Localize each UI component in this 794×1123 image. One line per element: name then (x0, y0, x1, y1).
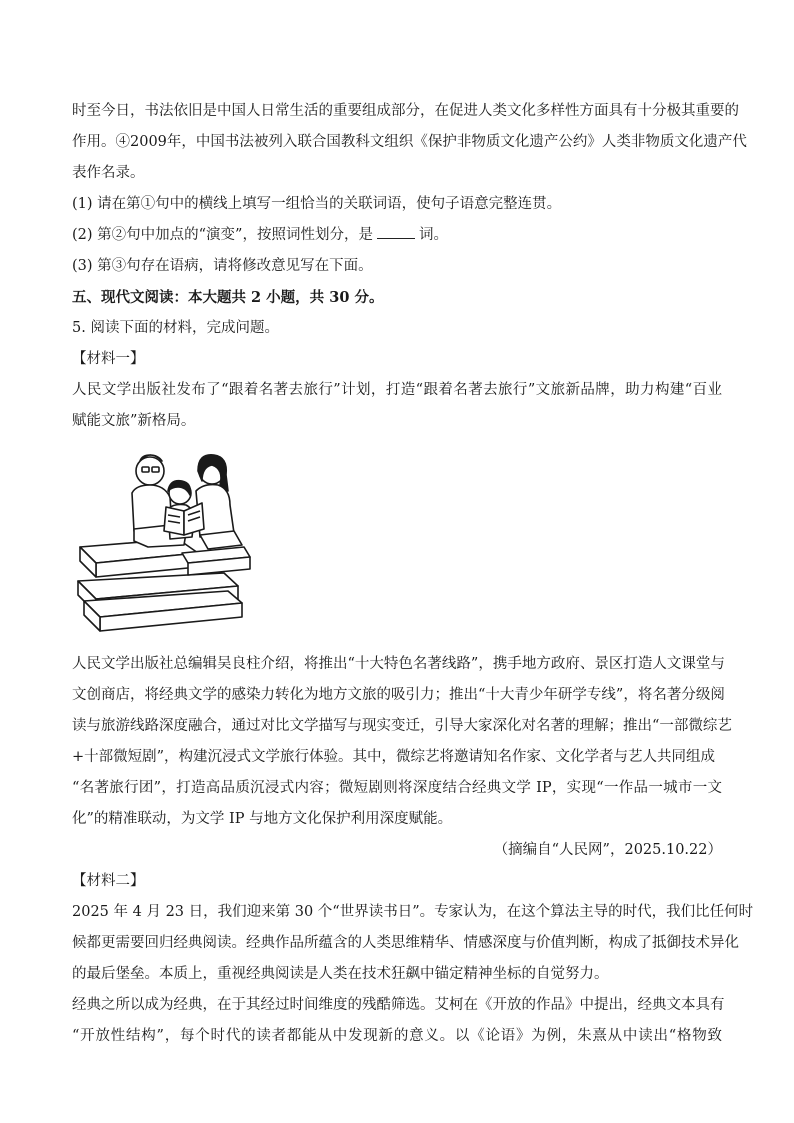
m2-para1-line-3: 的最后堡垒。本质上，重视经典阅读是人类在技术狂飙中锚定精神坐标的自觉努力。 (72, 966, 609, 982)
para1-line-3: 表作名录。 (72, 165, 145, 181)
m1-para2-line-5: “名著旅行团”，打造高品质沉浸式内容；微短剧则将深度结合经典文学 IP，实现“一作品一城市一文 (72, 780, 722, 796)
question-2-text: (2) 第②句中加点的“演变”，按照词性划分，是 (72, 227, 373, 243)
question-2 (72, 220, 722, 251)
document-page (72, 96, 754, 1052)
m1-para2-line-4: +十部微短剧”，构建沉浸式文学旅行体验。其中，微综艺将邀请知名作家、文化学者与艺人共同组成 (72, 749, 716, 765)
m1-para2-line-6: 化”的精准联动，为文学 IP 与地方文化保护利用深度赋能。 (72, 811, 453, 827)
question-1: (1) 请在第①句中的横线上填写一组恰当的关联词语，使句子语意完整连贯。 (72, 196, 562, 212)
family-reading-on-books-illustration (74, 441, 252, 639)
m1-para1-line-1: 人民文学出版社发布了“跟着名著去旅行”计划，打造“跟着名著去旅行”文旅新品牌，助力构建“百业 (72, 382, 722, 398)
para1-line-2: 作用。④2009年，中国书法被列入联合国教科文组织《保护非物质文化遗产公约》人类非物质文化遗产代 (72, 134, 747, 150)
m2-para1-line-1: 2025 年 4 月 23 日，我们迎来第 30 个“世界读书日”。专家认为，在这个算法主导的时代，我们比任何时 (72, 904, 754, 920)
para1-line-1: 时至今日，书法依旧是中国人日常生活的重要组成部分，在促进人类文化多样性方面具有十分极其重要的 (72, 103, 739, 119)
m1-para2-line-2: 文创商店，将经典文学的感染力转化为地方文旅的吸引力；推出“十大青少年研学专线”，将名著分级阅 (72, 687, 725, 703)
m2-para2-line-1: 经典之所以成为经典，在于其经过时间维度的残酷筛选。艾柯在《开放的作品》中提出，经典文本具有 (72, 997, 725, 1013)
question-2-tail: 词。 (418, 227, 448, 243)
m1-para1-line-2: 赋能文旅”新格局。 (72, 413, 196, 429)
m2-para2-line-2: “开放性结构”，每个时代的读者都能从中发现新的意义。以《论语》为例，朱熹从中读出“格物致 (72, 1028, 722, 1044)
m1-para2-line-3: 读与旅游线路深度融合，通过对比文学描写与现实变迁，引导大家深化对名著的理解；推出“一部微综艺 (72, 718, 732, 734)
m1-para2-line-1: 人民文学出版社总编辑吴良柱介绍，将推出“十大特色名著线路”，携手地方政府、景区打造人文课堂与 (72, 656, 725, 672)
answer-blank[interactable] (377, 226, 415, 239)
question-3: (3) 第③句存在语病，请将修改意见写在下面。 (72, 258, 373, 274)
material-2-title: 【材料二】 (72, 873, 145, 889)
m2-para1-line-2: 候都更需要回归经典阅读。经典作品所蕴含的人类思维精华、情感深度与价值判断，构成了抵御技术异化 (72, 935, 739, 951)
section-5-heading: 五、现代文阅读：本大题共 2 小题，共 30 分。 (72, 289, 384, 306)
material-1-source: （摘编自“人民网”，2025.10.22） (493, 842, 722, 858)
material-1-title: 【材料一】 (72, 351, 145, 367)
task-5-instruction: 5. 阅读下面的材料，完成问题。 (72, 320, 279, 336)
